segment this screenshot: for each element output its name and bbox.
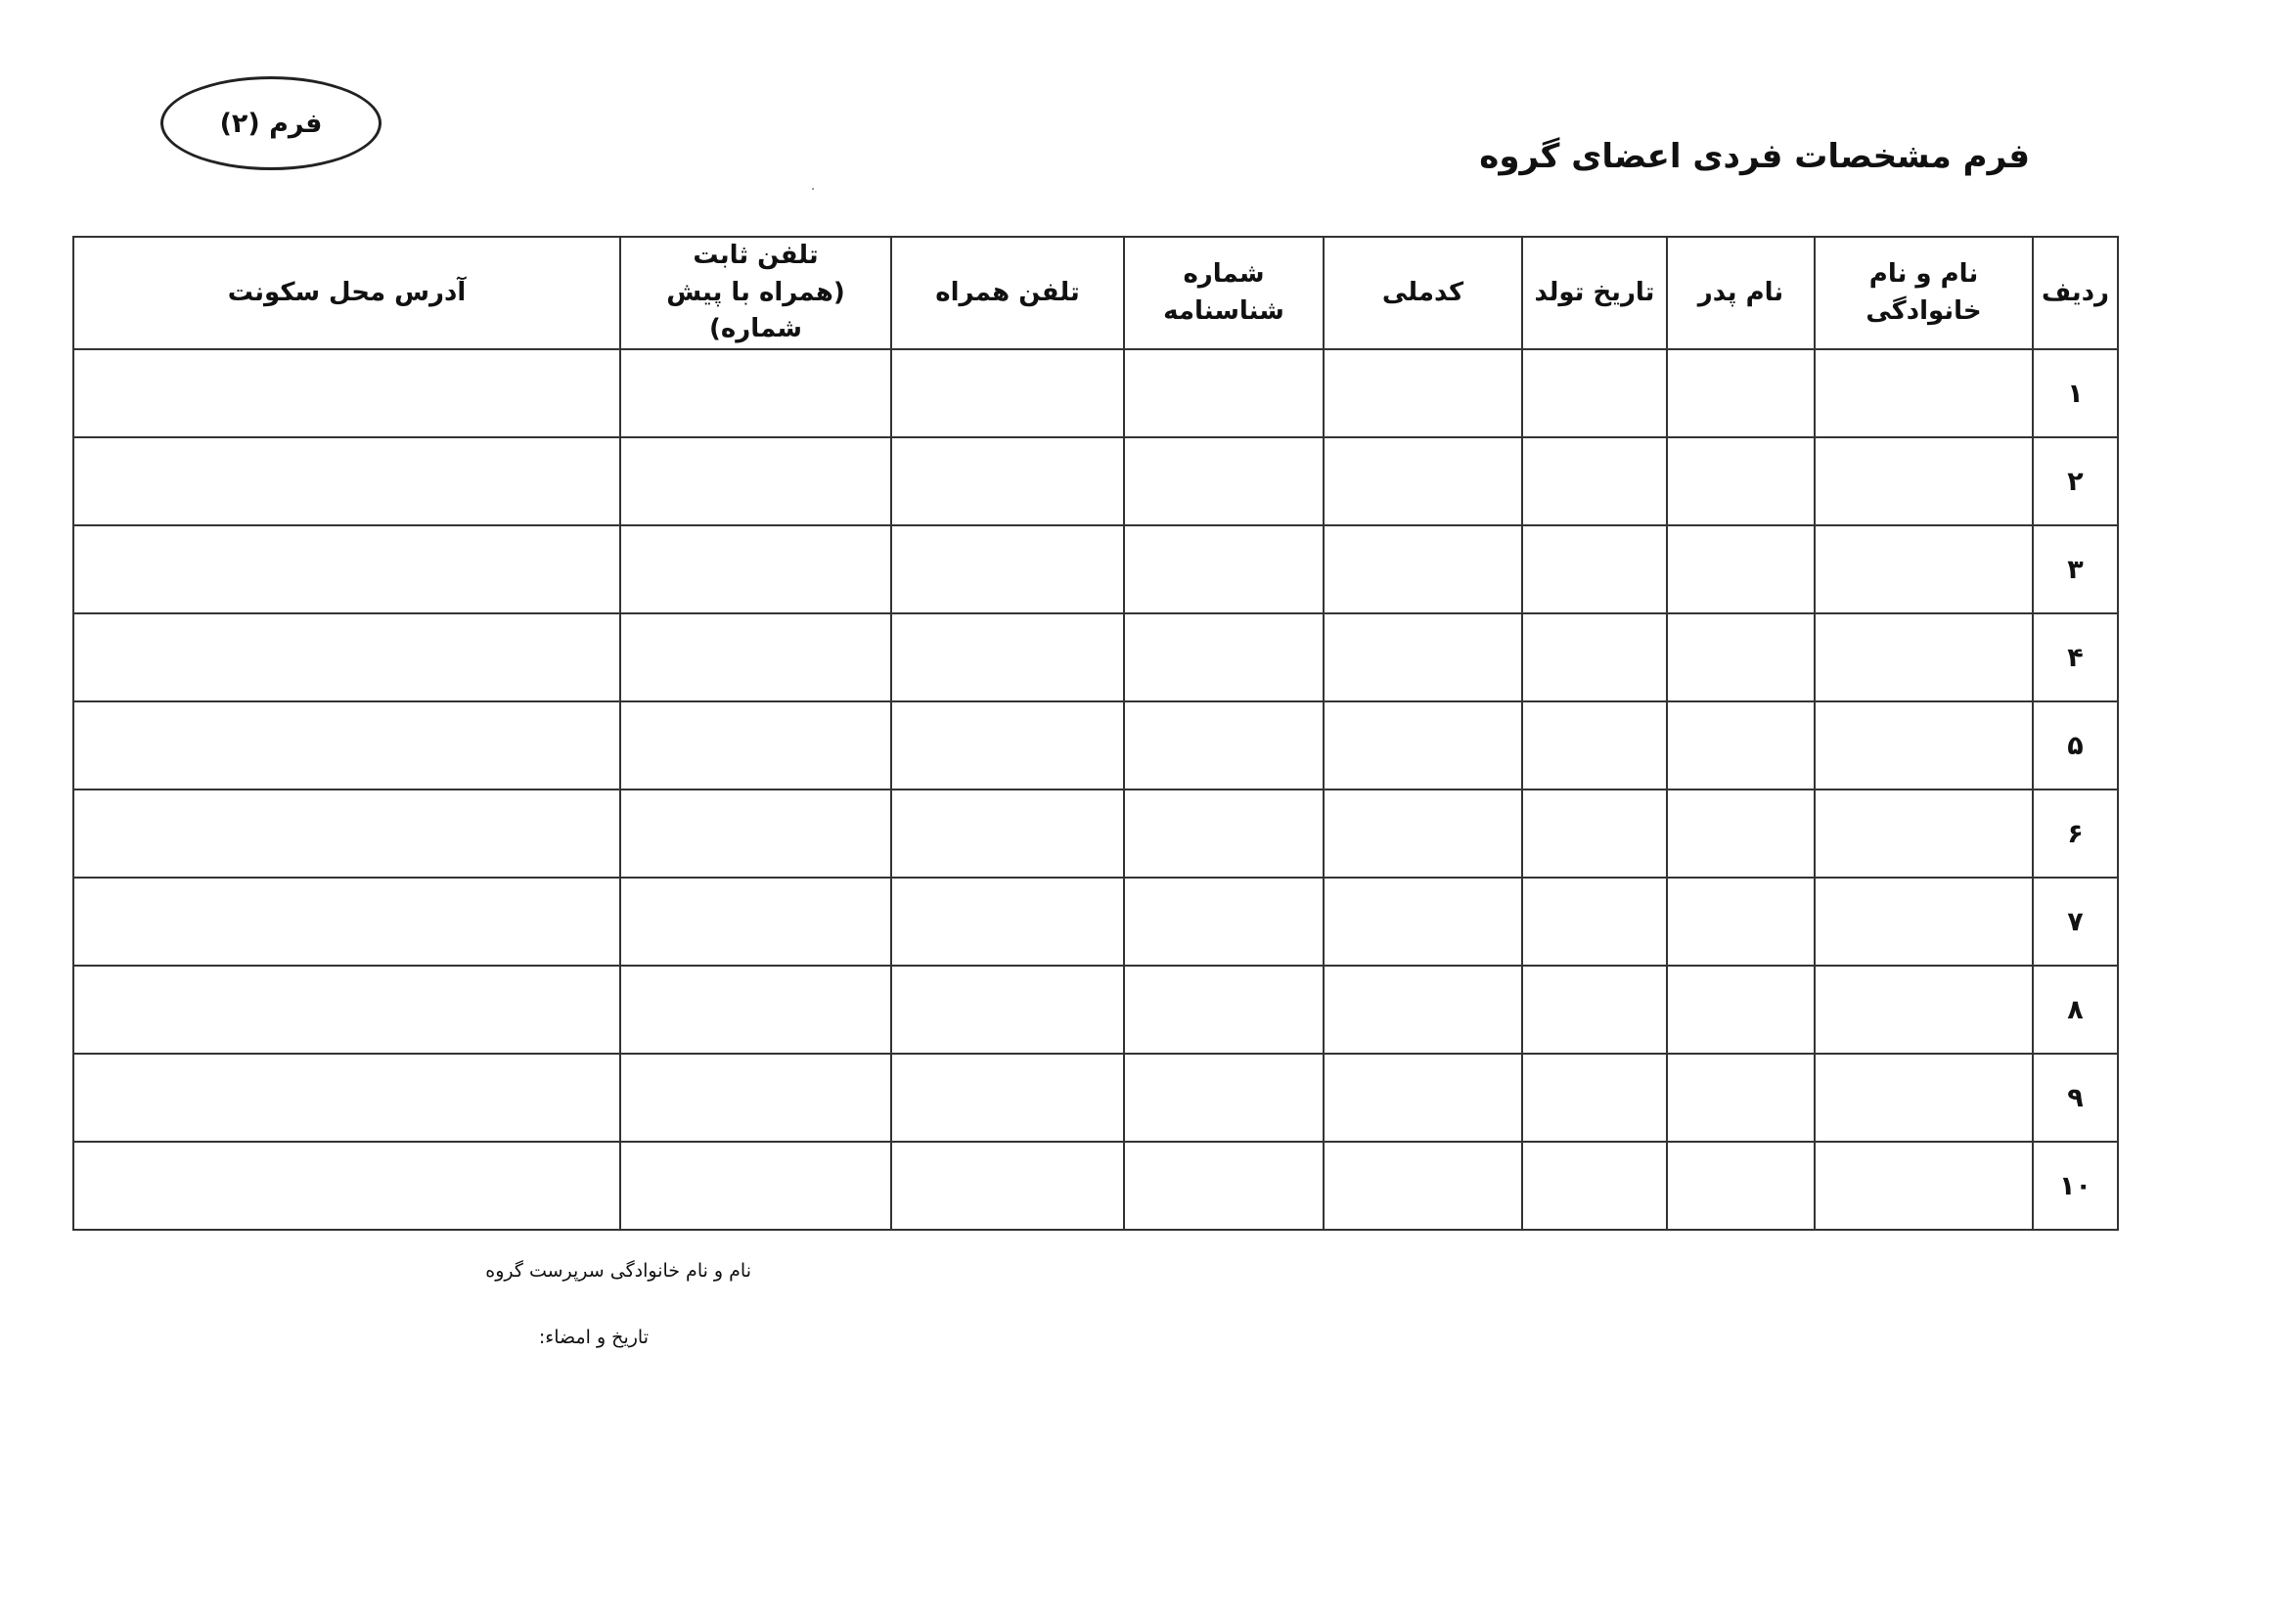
landline-cell[interactable] xyxy=(620,525,891,613)
father-name-cell[interactable] xyxy=(1667,701,1815,789)
birth-date-cell[interactable] xyxy=(1522,525,1667,613)
id-number-cell[interactable] xyxy=(1124,613,1324,701)
id-number-cell[interactable] xyxy=(1124,349,1324,437)
header-row-number: ردیف xyxy=(2033,237,2118,349)
date-signature-label: تاریخ و امضاء: xyxy=(538,1327,649,1348)
father-name-cell[interactable] xyxy=(1667,525,1815,613)
address-cell[interactable] xyxy=(73,525,620,613)
table-row xyxy=(73,437,2118,525)
scan-speck xyxy=(812,188,814,190)
landline-cell[interactable] xyxy=(620,1054,891,1142)
table-header-row xyxy=(73,237,2118,349)
id-number-cell[interactable] xyxy=(1124,789,1324,878)
address-cell[interactable] xyxy=(73,613,620,701)
full-name-cell[interactable] xyxy=(1815,525,2033,613)
birth-date-cell[interactable] xyxy=(1522,437,1667,525)
birth-date-cell[interactable] xyxy=(1522,613,1667,701)
birth-date-cell[interactable] xyxy=(1522,966,1667,1054)
header-birth-date: تاریخ تولد xyxy=(1522,237,1667,349)
row-number-cell: ۱۰ xyxy=(2033,1142,2118,1230)
row-number-cell: ۱ xyxy=(2033,349,2118,437)
address-cell[interactable] xyxy=(73,878,620,966)
page-title: فرم مشخصات فردی اعضای گروه xyxy=(1479,137,2030,176)
row-number-cell: ۵ xyxy=(2033,701,2118,789)
mobile-cell[interactable] xyxy=(891,437,1124,525)
row-number-cell: ۲ xyxy=(2033,437,2118,525)
mobile-cell[interactable] xyxy=(891,525,1124,613)
table-row xyxy=(73,613,2118,701)
row-number-cell: ۴ xyxy=(2033,613,2118,701)
mobile-cell[interactable] xyxy=(891,613,1124,701)
id-number-cell[interactable] xyxy=(1124,966,1324,1054)
birth-date-cell[interactable] xyxy=(1522,1142,1667,1230)
id-number-cell[interactable] xyxy=(1124,525,1324,613)
header-landline: تلفن ثابت (همراه با پیش شماره) xyxy=(620,237,891,349)
row-number-cell: ۷ xyxy=(2033,878,2118,966)
landline-cell[interactable] xyxy=(620,966,891,1054)
landline-cell[interactable] xyxy=(620,878,891,966)
address-cell[interactable] xyxy=(73,1054,620,1142)
birth-date-cell[interactable] xyxy=(1522,789,1667,878)
id-number-cell[interactable] xyxy=(1124,878,1324,966)
national-code-cell[interactable] xyxy=(1324,878,1522,966)
father-name-cell[interactable] xyxy=(1667,613,1815,701)
id-number-cell[interactable] xyxy=(1124,1054,1324,1142)
address-cell[interactable] xyxy=(73,701,620,789)
father-name-cell[interactable] xyxy=(1667,878,1815,966)
landline-cell[interactable] xyxy=(620,349,891,437)
full-name-cell[interactable] xyxy=(1815,613,2033,701)
national-code-cell[interactable] xyxy=(1324,1142,1522,1230)
row-number-cell: ۶ xyxy=(2033,789,2118,878)
table-row xyxy=(73,701,2118,789)
header-mobile: تلفن همراه xyxy=(891,237,1124,349)
id-number-cell[interactable] xyxy=(1124,701,1324,789)
landline-cell[interactable] xyxy=(620,789,891,878)
birth-date-cell[interactable] xyxy=(1522,701,1667,789)
father-name-cell[interactable] xyxy=(1667,1054,1815,1142)
landline-cell[interactable] xyxy=(620,437,891,525)
row-number-cell: ۳ xyxy=(2033,525,2118,613)
header-id-number: شماره شناسنامه xyxy=(1124,237,1324,349)
mobile-cell[interactable] xyxy=(891,878,1124,966)
national-code-cell[interactable] xyxy=(1324,525,1522,613)
full-name-cell[interactable] xyxy=(1815,966,2033,1054)
mobile-cell[interactable] xyxy=(891,1142,1124,1230)
members-table-body xyxy=(73,349,2118,1230)
national-code-cell[interactable] xyxy=(1324,1054,1522,1142)
table-row xyxy=(73,1054,2118,1142)
header-national-code: کدملی xyxy=(1324,237,1522,349)
national-code-cell[interactable] xyxy=(1324,701,1522,789)
mobile-cell[interactable] xyxy=(891,701,1124,789)
table-row xyxy=(73,525,2118,613)
id-number-cell[interactable] xyxy=(1124,1142,1324,1230)
form-number-label: فرم (۲) xyxy=(219,108,323,139)
table-row xyxy=(73,1142,2118,1230)
national-code-cell[interactable] xyxy=(1324,437,1522,525)
birth-date-cell[interactable] xyxy=(1522,349,1667,437)
national-code-cell[interactable] xyxy=(1324,349,1522,437)
landline-cell[interactable] xyxy=(620,1142,891,1230)
father-name-cell[interactable] xyxy=(1667,437,1815,525)
address-cell[interactable] xyxy=(73,966,620,1054)
address-cell[interactable] xyxy=(73,789,620,878)
group-leader-name-label: نام و نام خانوادگی سرپرست گروه xyxy=(485,1260,751,1282)
landline-cell[interactable] xyxy=(620,613,891,701)
full-name-cell[interactable] xyxy=(1815,349,2033,437)
address-cell[interactable] xyxy=(73,437,620,525)
address-cell[interactable] xyxy=(73,1142,620,1230)
header-address: آدرس محل سکونت xyxy=(73,237,620,349)
address-cell[interactable] xyxy=(73,349,620,437)
birth-date-cell[interactable] xyxy=(1522,878,1667,966)
full-name-cell[interactable] xyxy=(1815,1054,2033,1142)
table-row xyxy=(73,878,2118,966)
full-name-cell[interactable] xyxy=(1815,878,2033,966)
mobile-cell[interactable] xyxy=(891,1054,1124,1142)
father-name-cell[interactable] xyxy=(1667,349,1815,437)
table-row xyxy=(73,966,2118,1054)
header-father-name: نام پدر xyxy=(1667,237,1815,349)
national-code-cell[interactable] xyxy=(1324,613,1522,701)
full-name-cell[interactable] xyxy=(1815,1142,2033,1230)
father-name-cell[interactable] xyxy=(1667,966,1815,1054)
full-name-cell[interactable] xyxy=(1815,701,2033,789)
full-name-cell[interactable] xyxy=(1815,437,2033,525)
table-row xyxy=(73,789,2118,878)
table-row xyxy=(73,349,2118,437)
father-name-cell[interactable] xyxy=(1667,789,1815,878)
national-code-cell[interactable] xyxy=(1324,789,1522,878)
row-number-cell: ۹ xyxy=(2033,1054,2118,1142)
mobile-cell[interactable] xyxy=(891,349,1124,437)
id-number-cell[interactable] xyxy=(1124,437,1324,525)
mobile-cell[interactable] xyxy=(891,789,1124,878)
father-name-cell[interactable] xyxy=(1667,1142,1815,1230)
landline-cell[interactable] xyxy=(620,701,891,789)
mobile-cell[interactable] xyxy=(891,966,1124,1054)
row-number-cell: ۸ xyxy=(2033,966,2118,1054)
birth-date-cell[interactable] xyxy=(1522,1054,1667,1142)
full-name-cell[interactable] xyxy=(1815,789,2033,878)
national-code-cell[interactable] xyxy=(1324,966,1522,1054)
form-number-badge xyxy=(160,76,382,170)
members-table xyxy=(72,236,2119,1231)
header-full-name: نام و نام خانوادگی xyxy=(1815,237,2033,349)
